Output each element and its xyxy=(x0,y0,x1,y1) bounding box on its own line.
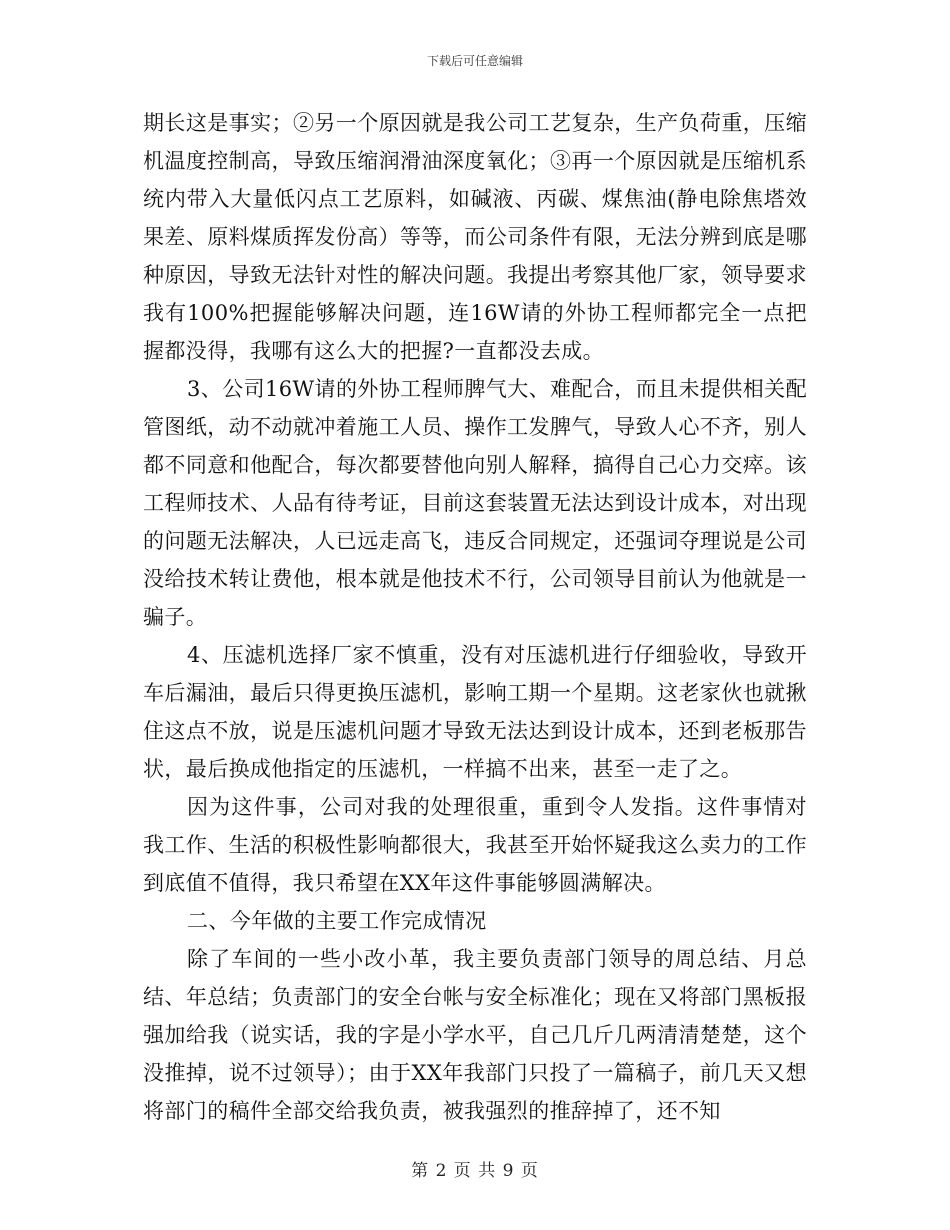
paragraph-continuation: 期长这是事实；②另一个原因就是我公司工艺复杂，生产负荷重，压缩机温度控制高，导致压缩润滑油深度氧化；③再一个原因就是压缩机系统内带入大量低闪点工艺原料，如碱液、丙碳、煤焦油(静电除焦塔效果差、原料煤质挥发份高）等等，而公司条件有限，无法分辨到底是哪种原因，导致无法针对性的解决问题。我提出考察其他厂家，领导要求我有100%把握能够解决问题，连16W请的外协工程师都完全一点把握都没得，我哪有这么大的把握?一直都没去成。 xyxy=(143,111,807,363)
paragraph-item-4: 4、压滤机选择厂家不慎重，没有对压滤机进行仔细验收，导致开车后漏油，最后只得更换压滤机，影响工期一个星期。这老家伙也就揪住这点不放，说是压滤机问题才导致无法达到设计成本，还到老板那告状，最后换成他指定的压滤机，一样搞不出来，甚至一走了之。 xyxy=(143,643,807,781)
paragraph-work-summary: 除了车间的一些小改小革，我主要负责部门领导的周总结、月总结、年总结；负责部门的安全台帐与安全标准化；现在又将部门黑板报强加给我（说实话，我的字是小学水平，自己几斤几两清清楚楚，这个没推掉，说不过领导）；由于XX年我部门只投了一篇稿子，前几天又想将部门的稿件全部交给我负责，被我强烈的推辞掉了，还不知 xyxy=(143,947,807,1123)
page-header: 下载后可任意编辑 xyxy=(426,54,523,68)
paragraph-reflection: 因为这件事，公司对我的处理很重，重到令人发指。这件事情对我工作、生活的积极性影响都很大，我甚至开始怀疑我这么卖力的工作到底值不值得，我只希望在XX年这件事能够圆满解决。 xyxy=(143,795,807,895)
section-heading: 二、今年做的主要工作完成情况 xyxy=(187,909,487,933)
document-body xyxy=(143,104,807,1130)
paragraph-item-3: 3、公司16W请的外协工程师脾气大、难配合，而且未提供相关配管图纸，动不动就冲着施工人员、操作工发脾气，导致人心不齐，别人都不同意和他配合，每次都要替他向别人解释，搞得自己心力交瘁。该工程师技术、人品有待考证，目前这套装置无法达到设计成本，对出现的问题无法解决，人已远走高飞，违反合同规定，还强词夺理说是公司没给技术转让费他，根本就是他技术不行，公司领导目前认为他就是一骗子。 xyxy=(143,377,807,629)
page-number-footer: 第 2 页 共 9 页 xyxy=(411,1161,539,1181)
